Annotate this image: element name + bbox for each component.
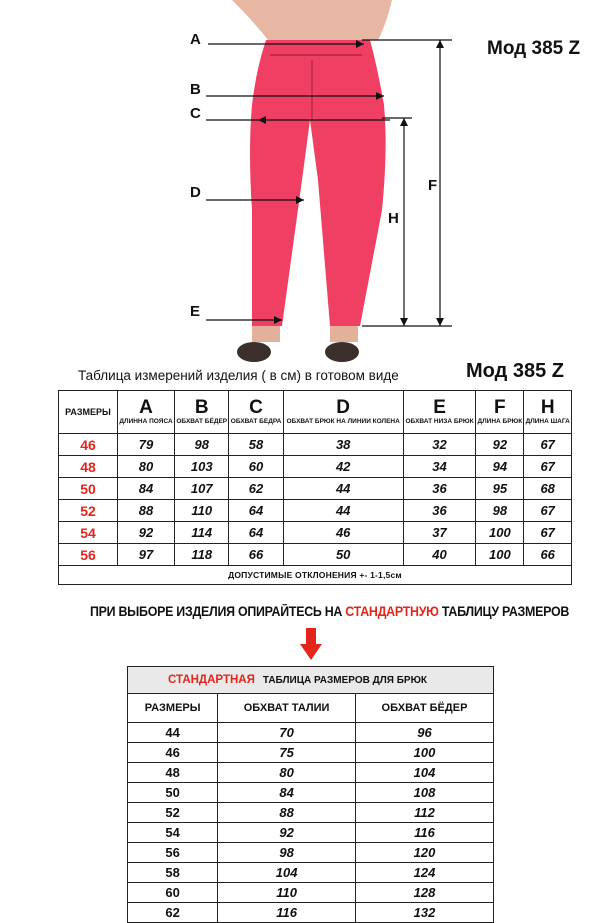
label-e: E xyxy=(190,303,201,320)
column-header-c: C ОБХВАТ БЕДРА xyxy=(229,391,283,434)
measurement-value: 80 xyxy=(118,456,175,478)
standard-size-cell: 54 xyxy=(128,823,218,843)
label-c: C xyxy=(190,105,201,122)
standard-size-cell: 52 xyxy=(128,803,218,823)
measurement-row xyxy=(59,456,572,478)
label-h: H xyxy=(388,210,399,227)
measurement-value: 36 xyxy=(403,500,476,522)
column-header-d: D ОБХВАТ БРЮК НА ЛИНИИ КОЛЕНА xyxy=(283,391,403,434)
size-cell: 52 xyxy=(59,500,118,522)
column-header-f: F ДЛИНА БРЮК xyxy=(476,391,524,434)
measurement-value: 44 xyxy=(283,500,403,522)
measurement-value: 38 xyxy=(283,434,403,456)
label-a: A xyxy=(190,31,201,48)
size-cell: 50 xyxy=(59,478,118,500)
left-shoe xyxy=(237,342,271,362)
size-cell: 54 xyxy=(59,522,118,544)
standard-table-title: СТАНДАРТНАЯ ТАБЛИЦА РАЗМЕРОВ ДЛЯ БРЮК xyxy=(128,667,494,694)
measurement-value: 107 xyxy=(175,478,229,500)
standard-value: 128 xyxy=(355,883,493,903)
size-guide-note xyxy=(90,604,570,619)
standard-value: 70 xyxy=(218,723,356,743)
measurement-row xyxy=(59,500,572,522)
standard-value: 132 xyxy=(355,903,493,923)
down-arrow-icon xyxy=(300,628,322,660)
standard-header-hips: ОБХВАТ БЁДЕР xyxy=(355,694,493,723)
measurement-value: 62 xyxy=(229,478,283,500)
measurement-value: 92 xyxy=(118,522,175,544)
measurement-value: 44 xyxy=(283,478,403,500)
measurement-value: 58 xyxy=(229,434,283,456)
model-title: Мод 385 Z xyxy=(487,38,581,59)
column-header-b: B ОБХВАТ БЁДЕР xyxy=(175,391,229,434)
measurement-value: 64 xyxy=(229,500,283,522)
standard-value: 96 xyxy=(355,723,493,743)
measurements-header-row xyxy=(59,391,572,434)
standard-row xyxy=(128,903,494,923)
standard-value: 108 xyxy=(355,783,493,803)
standard-row xyxy=(128,743,494,763)
measurement-row xyxy=(59,478,572,500)
measurement-value: 40 xyxy=(403,544,476,566)
standard-size-cell: 44 xyxy=(128,723,218,743)
standard-row xyxy=(128,823,494,843)
standard-header-row xyxy=(128,694,494,723)
measurement-value: 66 xyxy=(524,544,572,566)
column-header-a: A ДЛИННА ПОЯСА xyxy=(118,391,175,434)
tolerance-note: ДОПУСТИМЫЕ ОТКЛОНЕНИЯ +- 1-1,5см xyxy=(59,566,572,585)
standard-row xyxy=(128,843,494,863)
measurement-row xyxy=(59,522,572,544)
measurement-value: 32 xyxy=(403,434,476,456)
standard-row xyxy=(128,863,494,883)
standard-size-cell: 60 xyxy=(128,883,218,903)
measurement-value: 103 xyxy=(175,456,229,478)
standard-value: 75 xyxy=(218,743,356,763)
sizes-header: РАЗМЕРЫ xyxy=(59,391,118,434)
measurement-value: 67 xyxy=(524,456,572,478)
standard-header-sizes: РАЗМЕРЫ xyxy=(128,694,218,723)
standard-row xyxy=(128,763,494,783)
measurement-value: 97 xyxy=(118,544,175,566)
standard-value: 80 xyxy=(218,763,356,783)
measurement-value: 114 xyxy=(175,522,229,544)
measurement-value: 100 xyxy=(476,522,524,544)
size-cell: 56 xyxy=(59,544,118,566)
standard-size-cell: 46 xyxy=(128,743,218,763)
measurement-value: 88 xyxy=(118,500,175,522)
standard-value: 104 xyxy=(218,863,356,883)
standard-size-table xyxy=(127,666,494,923)
standard-row xyxy=(128,723,494,743)
measurement-value: 67 xyxy=(524,500,572,522)
standard-value: 110 xyxy=(218,883,356,903)
label-b: B xyxy=(190,81,201,98)
measurement-value: 67 xyxy=(524,434,572,456)
standard-size-cell: 56 xyxy=(128,843,218,863)
standard-value: 84 xyxy=(218,783,356,803)
standard-value: 88 xyxy=(218,803,356,823)
standard-row xyxy=(128,783,494,803)
standard-value: 98 xyxy=(218,843,356,863)
standard-value: 100 xyxy=(355,743,493,763)
size-cell: 46 xyxy=(59,434,118,456)
measurement-value: 92 xyxy=(476,434,524,456)
pants-shape xyxy=(250,40,386,326)
standard-value: 92 xyxy=(218,823,356,843)
measurement-row xyxy=(59,544,572,566)
standard-value: 116 xyxy=(218,903,356,923)
standard-size-cell: 50 xyxy=(128,783,218,803)
measurement-value: 36 xyxy=(403,478,476,500)
measurements-caption: Таблица измерений изделия ( в см) в готовом виде xyxy=(78,368,399,383)
standard-value: 116 xyxy=(355,823,493,843)
standard-row xyxy=(128,803,494,823)
column-header-e: E ОБХВАТ НИЗА БРЮК xyxy=(403,391,476,434)
measurement-value: 60 xyxy=(229,456,283,478)
standard-size-cell: 58 xyxy=(128,863,218,883)
measurement-row xyxy=(59,434,572,456)
measurement-value: 100 xyxy=(476,544,524,566)
model-torso xyxy=(232,0,392,40)
measurement-value: 110 xyxy=(175,500,229,522)
standard-header-waist: ОБХВАТ ТАЛИИ xyxy=(218,694,356,723)
measurement-value: 79 xyxy=(118,434,175,456)
measurement-value: 37 xyxy=(403,522,476,544)
measurement-value: 118 xyxy=(175,544,229,566)
size-cell: 48 xyxy=(59,456,118,478)
measurement-value: 64 xyxy=(229,522,283,544)
measurement-value: 94 xyxy=(476,456,524,478)
standard-value: 112 xyxy=(355,803,493,823)
standard-size-cell: 48 xyxy=(128,763,218,783)
measurement-value: 34 xyxy=(403,456,476,478)
measurements-table xyxy=(58,390,572,585)
measurement-value: 98 xyxy=(175,434,229,456)
guide-highlight: СТАНДАРТНУЮ xyxy=(345,604,439,619)
standard-value: 104 xyxy=(355,763,493,783)
label-f: F xyxy=(428,177,438,194)
measurements-model: Мод 385 Z xyxy=(466,360,565,382)
measurement-value: 95 xyxy=(476,478,524,500)
guide-text-before: ПРИ ВЫБОРЕ ИЗДЕЛИЯ ОПИРАЙТЕСЬ НА xyxy=(90,604,346,619)
standard-value: 124 xyxy=(355,863,493,883)
measurement-value: 68 xyxy=(524,478,572,500)
measurement-value: 66 xyxy=(229,544,283,566)
measurement-value: 84 xyxy=(118,478,175,500)
measurement-value: 98 xyxy=(476,500,524,522)
column-header-h: H ДЛИНА ШАГА xyxy=(524,391,572,434)
label-d: D xyxy=(190,184,201,201)
measurement-value: 50 xyxy=(283,544,403,566)
standard-size-cell: 62 xyxy=(128,903,218,923)
measurement-value: 46 xyxy=(283,522,403,544)
guide-text-after: ТАБЛИЦУ РАЗМЕРОВ xyxy=(438,604,570,619)
measurement-value: 67 xyxy=(524,522,572,544)
standard-value: 120 xyxy=(355,843,493,863)
measurement-value: 42 xyxy=(283,456,403,478)
right-shoe xyxy=(325,342,359,362)
